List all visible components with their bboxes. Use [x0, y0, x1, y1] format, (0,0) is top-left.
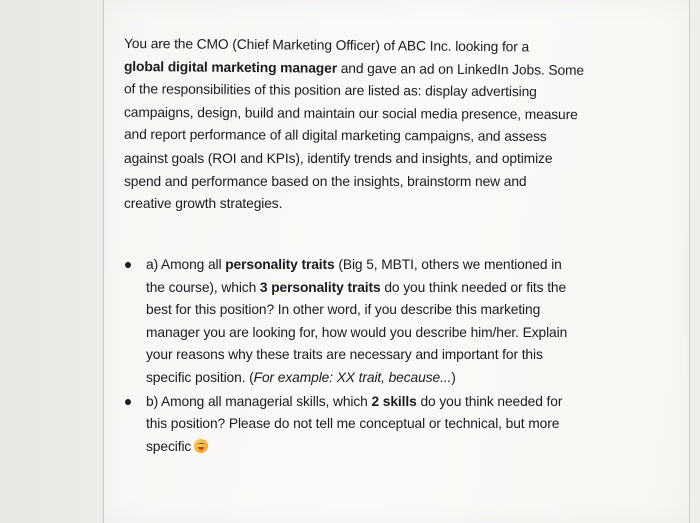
text-run: do you think needed for: [416, 393, 563, 409]
text-line: [146, 299, 612, 322]
bold-text: 3 personality traits: [259, 279, 381, 295]
bullet-point-icon: [125, 262, 131, 268]
text-run: campaigns, design, build and maintain our social media presence, measure: [123, 104, 578, 122]
text-run: ): [451, 369, 456, 385]
text-line: [146, 367, 612, 390]
text-run: against goals (ROI and KPIs), identify trends and insights, and optimize: [124, 150, 553, 166]
bold-text: personality traits: [225, 257, 335, 272]
text-line: [124, 193, 594, 216]
text-line: [146, 344, 612, 367]
text-line: [124, 148, 594, 171]
italic-text: For example: XX trait, because...: [253, 369, 452, 385]
text-line: [124, 102, 594, 127]
text-run: the course), which: [146, 279, 260, 295]
text-run: this position? Please do not tell me conceptual or technical, but more: [146, 416, 560, 432]
text-line: [146, 277, 612, 300]
smiling-face-icon: [194, 439, 208, 453]
text-run: specific: [146, 438, 192, 454]
text-run: your reasons why these traits are necessary and important for this: [146, 347, 543, 363]
text-run: b) Among all managerial skills, which: [146, 393, 372, 409]
text-run: manager you are looking for, how would you describe him/her. Explain: [146, 324, 568, 340]
text-line: [124, 124, 594, 149]
text-run: do you think needed or fits the: [380, 279, 567, 295]
text-run: of the responsibilities of this position are listed as: display advertising: [123, 81, 537, 100]
question-list: [122, 254, 612, 458]
bullet-item: [122, 254, 612, 390]
text-run: best for this position? In other word, if you describe this marketing: [146, 302, 541, 318]
text-line: [146, 436, 612, 459]
bullet-point-icon: [125, 399, 131, 405]
text-run: specific position. (: [146, 369, 254, 385]
text-run: creative growth strategies.: [124, 196, 283, 212]
intro-paragraph: [124, 35, 594, 216]
text-run: and gave an ad on LinkedIn Jobs. Some: [336, 60, 585, 78]
text-line: [124, 171, 594, 194]
text-run: and report performance of all digital marketing campaigns, and assess: [123, 127, 547, 145]
text-line: [124, 79, 594, 105]
bold-text: 2 skills: [371, 393, 417, 409]
text-run: a) Among all: [146, 257, 226, 272]
text-line: [146, 413, 612, 436]
text-line: [146, 254, 612, 277]
text-run: spend and performance based on the insights, brainstorm new and: [124, 173, 527, 189]
text-line: [146, 322, 612, 345]
text-line: [146, 391, 612, 414]
bold-text: global digital marketing manager: [123, 58, 338, 76]
text-run: (Big 5, MBTI, others we mentioned in: [334, 257, 562, 272]
bullet-item: [122, 391, 612, 459]
text-run: You are the CMO (Chief Marketing Officer) of ABC Inc. looking for a: [123, 35, 530, 55]
